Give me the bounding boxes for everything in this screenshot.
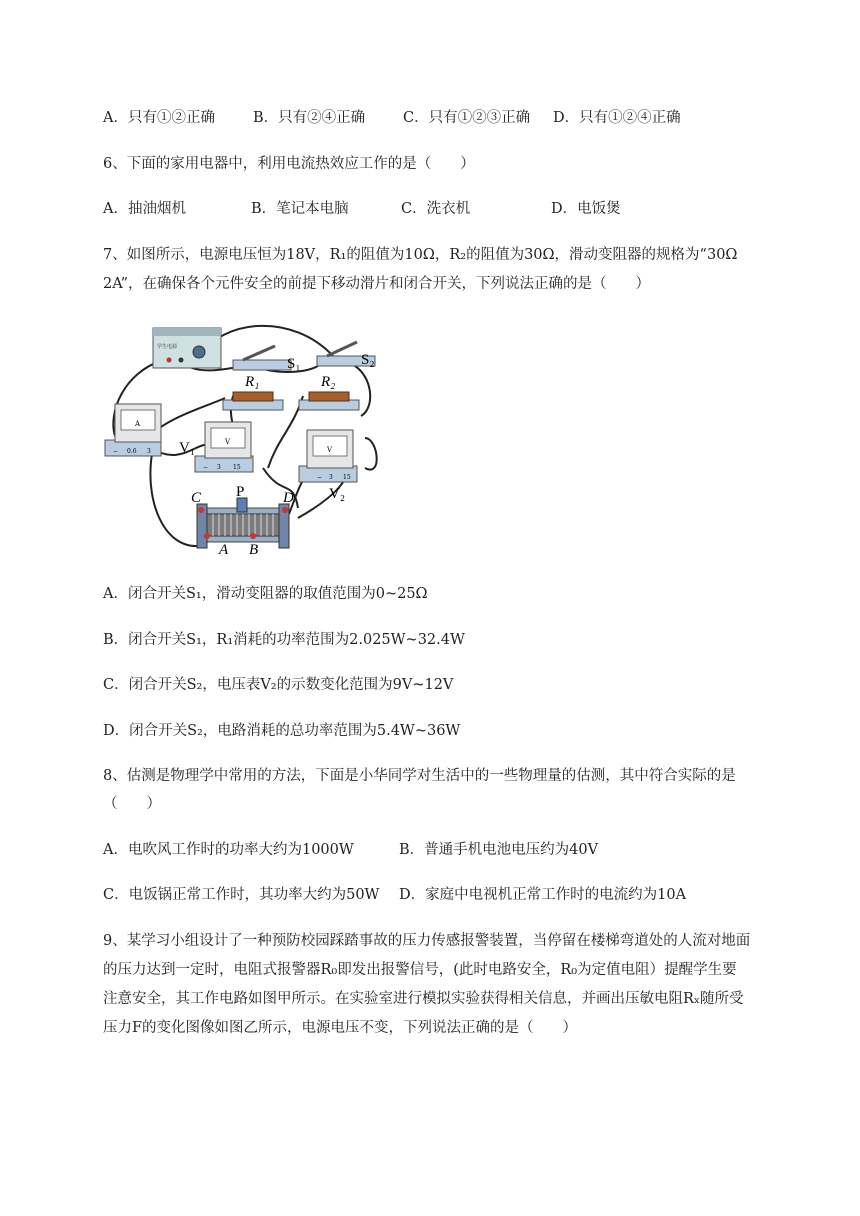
q8-option-a[interactable]: A．电吹风工作时的功率大约为1000W: [103, 842, 354, 858]
rheostat-terminal-c: C: [191, 490, 202, 506]
q5-option-b[interactable]: B．只有②④正确: [253, 110, 366, 126]
q7-option-a[interactable]: A．闭合开关S₁，滑动变阻器的取值范围为0~25Ω: [103, 586, 428, 602]
q8-options-row2: [103, 885, 686, 905]
q5-option-a[interactable]: A．只有①②正确: [103, 110, 215, 126]
q7-stem-line1: 7、如图所示，电源电压恒为18V，R₁的阻值为10Ω，R₂的阻值为30Ω，滑动变阻器的规格为“30Ω: [103, 247, 738, 263]
q7-stem-line2: 2A”，在确保各个元件安全的前提下移动滑片和闭合开关，下列说法正确的是（ ）: [103, 276, 650, 292]
q8-option-d[interactable]: D．家庭中电视机正常工作时的电流约为10A: [399, 887, 687, 903]
v1-scale-minus: −: [203, 464, 209, 471]
v1-scale-15: 15: [233, 464, 241, 471]
resistor-r1-label: R₁: [245, 374, 260, 390]
voltmeter-v2-symbol: V: [327, 446, 333, 454]
ammeter-scale-0.6: 0.6: [127, 448, 137, 455]
rheostat-terminal-a: A: [219, 542, 229, 558]
switch-s1: [233, 346, 301, 372]
q8-stem-line2: （ ）: [103, 796, 161, 812]
v2-scale-minus: −: [317, 474, 323, 481]
ammeter-scale-minus: −: [113, 448, 119, 455]
rheostat-slider-p: P: [236, 484, 245, 500]
voltmeter-v1: [179, 422, 253, 472]
power-supply: [153, 328, 221, 368]
v1-scale-3: 3: [217, 464, 221, 471]
q7-option-b[interactable]: B．闭合开关S₁，R₁消耗的功率范围为2.025W~32.4W: [103, 632, 465, 648]
ammeter-scale-3: 3: [147, 448, 151, 455]
voltmeter-v2: [299, 430, 357, 502]
q8-option-b[interactable]: B．普通手机电池电压约为40V: [399, 842, 599, 858]
q8-options-row1: [103, 840, 598, 860]
q6-option-c[interactable]: C．洗衣机: [401, 201, 471, 217]
q7-circuit-figure: [103, 318, 403, 558]
rheostat: [191, 484, 294, 558]
ammeter-symbol: A: [135, 420, 141, 428]
q9-line1: 9、某学习小组设计了一种预防校园踩踏事故的压力传感报警装置，当停留在楼梯弯道处的人流对地面: [103, 933, 751, 949]
q7-option-d[interactable]: D．闭合开关S₂，电路消耗的总功率范围为5.4W~36W: [103, 723, 461, 739]
voltmeter-v1-symbol: V: [225, 438, 231, 446]
switch-s2: [317, 342, 375, 368]
q5-option-d[interactable]: D．只有①②④正确: [553, 110, 681, 126]
power-supply-label: 学生电源: [157, 344, 178, 350]
v2-scale-15: 15: [343, 474, 351, 481]
rheostat-terminal-b: B: [249, 542, 259, 558]
q6-options: [103, 199, 621, 219]
q5-options: [103, 108, 681, 128]
resistor-r1: [223, 374, 283, 410]
q7-option-c[interactable]: C．闭合开关S₂，电压表V₂的示数变化范围为9V~12V: [103, 677, 454, 693]
voltmeter-v2-label: V₂: [329, 486, 346, 502]
switch-s1-label: S₁: [287, 356, 301, 372]
q8-stem-line1: 8、估测是物理学中常用的方法，下面是小华同学对生活中的一些物理量的估测，其中符合实际的是: [103, 768, 736, 784]
voltmeter-v1-label: V₁: [179, 440, 196, 456]
rheostat-terminal-d: D: [283, 490, 294, 506]
q9-line4: 压力F的变化图像如图乙所示，电源电压不变，下列说法正确的是（ ）: [103, 1020, 578, 1036]
switch-s2-label: S₂: [361, 352, 375, 368]
q5-option-c[interactable]: C．只有①②③正确: [403, 110, 531, 126]
q6-stem: 6、下面的家用电器中，利用电流热效应工作的是（ ）: [103, 156, 475, 172]
q6-option-d[interactable]: D．电饭煲: [551, 201, 621, 217]
q8-option-c[interactable]: C．电饭锅正常工作时，其功率大约为50W: [103, 887, 380, 903]
resistor-r2-label: R₂: [321, 374, 336, 390]
q6-option-a[interactable]: A．抽油烟机: [103, 201, 186, 217]
v2-scale-3: 3: [329, 474, 333, 481]
resistor-r2: [299, 374, 359, 410]
q9-line2: 的压力达到一定时，电阻式报警器R₀即发出报警信号，(此时电路安全，R₀为定值电阻）提醒学生要: [103, 962, 737, 978]
q9-line3: 注意安全，其工作电路如图甲所示。在实验室进行模拟实验获得相关信息，并画出压敏电阻Rₓ随所受: [103, 991, 744, 1007]
q6-option-b[interactable]: B．笔记本电脑: [251, 201, 349, 217]
